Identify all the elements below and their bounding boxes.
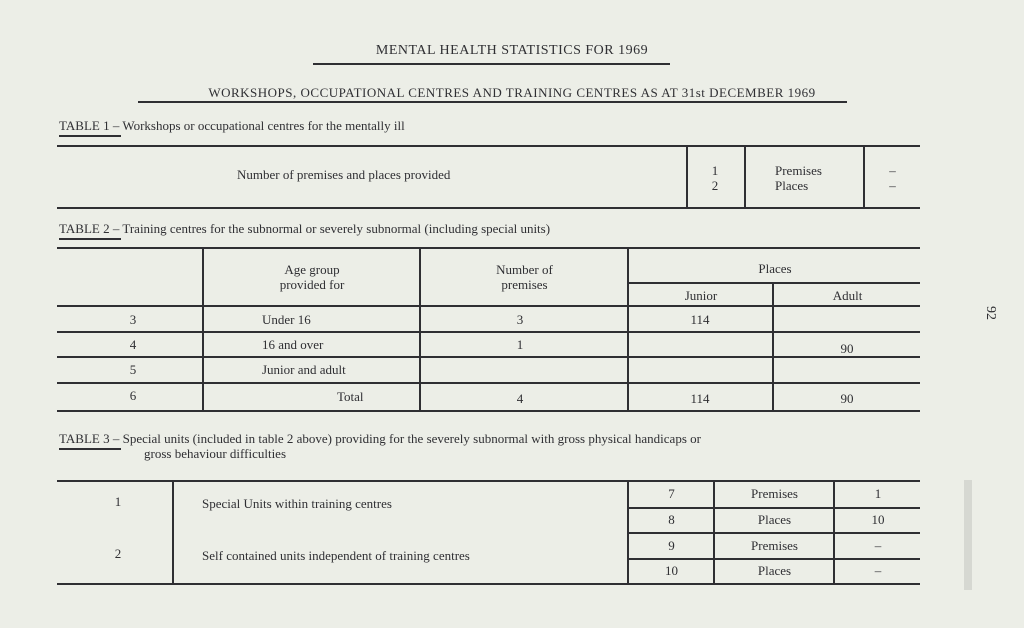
table3-divider: [833, 480, 835, 584]
page-subtitle: WORKSHOPS, OCCUPATIONAL CENTRES AND TRAINING CENTRES AS AT 31st DECEMBER 1969: [208, 85, 816, 100]
page-title: MENTAL HEALTH STATISTICS FOR 1969: [375, 43, 649, 58]
table3-row-value: –: [874, 563, 882, 578]
table2-row-age: Under 16: [262, 312, 311, 327]
table3-row-rule: [627, 507, 920, 509]
table1-caption-underline: [59, 135, 121, 137]
table2-header-age-line: provided for: [279, 277, 345, 292]
table1-value: –: [889, 178, 896, 193]
table2-header-places: Places: [758, 261, 792, 276]
table2-row-premises: 4: [516, 391, 524, 406]
table1-item-label: Premises: [775, 163, 822, 178]
table1-row-number: 2: [711, 178, 719, 193]
table2-header-age: [205, 262, 419, 292]
table1-row-label: Number of premises and places provided: [237, 167, 451, 182]
table2-row-number: 4: [129, 337, 137, 352]
table2-row-rule: [57, 356, 920, 358]
binding-edge-right: [964, 480, 972, 590]
table2-caption-underline: [59, 238, 121, 240]
table3-group-label: Self contained units independent of training centres: [202, 548, 470, 563]
table3-divider: [627, 480, 629, 584]
table2-caption-text: – Training centres for the subnormal or severely subnormal (including special units): [109, 221, 551, 236]
table3-divider: [172, 480, 174, 584]
table2-row-junior: 114: [690, 391, 710, 406]
table3-row-rule: [627, 558, 920, 560]
table3-row-number: 9: [668, 538, 675, 553]
table3-group-number: 1: [114, 494, 122, 509]
title-underline: [313, 63, 670, 65]
table3-row-item: Premises: [751, 486, 798, 501]
table2-row-age: 16 and over: [262, 337, 324, 352]
table2-divider: [627, 247, 629, 411]
table2-row-total: Total: [337, 389, 364, 404]
table2-header-adult: Adult: [832, 288, 863, 303]
table1-caption-label: TABLE 1: [59, 118, 110, 133]
page-number: 92: [983, 306, 998, 320]
table2-row-number: 6: [129, 388, 137, 403]
table3-divider: [713, 480, 715, 584]
table2-header-premises-line: premises: [501, 277, 548, 292]
table2-row-number: 3: [129, 312, 137, 327]
table3-caption-text-line2: gross behaviour difficulties: [144, 446, 287, 461]
table2-caption: [59, 221, 550, 237]
table3-row-value: 10: [871, 512, 885, 527]
table2-row-premises: 3: [516, 312, 524, 327]
table2-caption-label: TABLE 2: [59, 221, 110, 236]
table1-top-rule: [57, 145, 920, 147]
table1-divider: [863, 145, 865, 208]
table2-bottom-rule: [57, 410, 920, 412]
table1-caption: [59, 118, 405, 134]
table3-row-item: Places: [757, 512, 792, 527]
table2-header-premises: [422, 262, 627, 292]
table2-top-rule: [57, 247, 920, 249]
table3-caption: [59, 431, 701, 447]
table2-row-rule: [57, 382, 920, 384]
table1-divider: [686, 145, 688, 208]
table2-divider: [419, 247, 421, 411]
table3-row-item: Premises: [751, 538, 798, 553]
subtitle-underline: [138, 101, 847, 103]
table3-group-number: 2: [114, 546, 122, 561]
table1-value: –: [889, 163, 896, 178]
table1-bottom-rule: [57, 207, 920, 209]
table1-divider: [744, 145, 746, 208]
table3-row-number: 7: [668, 486, 675, 501]
table2-divider: [772, 282, 774, 411]
table2-row-junior: 114: [690, 312, 710, 327]
table2-header-junior: Junior: [684, 288, 718, 303]
table1-row-number: 1: [711, 163, 719, 178]
table3-row-number: 10: [665, 563, 678, 578]
table2-row-age: Junior and adult: [262, 362, 346, 377]
table1-caption-text: – Workshops or occupational centres for the mentally ill: [109, 118, 405, 133]
table3-row-number: 8: [668, 512, 675, 527]
table2-header-rule: [57, 305, 920, 307]
table3-top-rule: [57, 480, 920, 482]
table2-row-premises: 1: [516, 337, 524, 352]
table3-group-rule: [627, 532, 920, 534]
table1-item-label: Places: [775, 178, 809, 193]
table2-divider: [202, 247, 204, 411]
table2-header-age-line: Age group: [284, 262, 340, 277]
table3-bottom-rule: [57, 583, 920, 585]
table3-row-value: –: [874, 538, 882, 553]
table2-row-adult: 90: [840, 341, 854, 356]
table3-row-item: Places: [757, 563, 792, 578]
table2-row-adult: 90: [840, 391, 854, 406]
table2-row-number: 5: [129, 362, 137, 377]
table3-caption-underline: [59, 448, 121, 450]
table2-header-premises-line: Number of: [496, 262, 553, 277]
table2-places-subrule: [627, 282, 920, 284]
table3-row-value: 1: [874, 486, 882, 501]
table2-row-rule: [57, 331, 920, 333]
table3-group-label: Special Units within training centres: [202, 496, 392, 511]
table3-caption-text: – Special units (included in table 2 above) providing for the severely subnormal with gross physical handicaps or: [109, 431, 701, 446]
table3-caption-label: TABLE 3: [59, 431, 110, 446]
